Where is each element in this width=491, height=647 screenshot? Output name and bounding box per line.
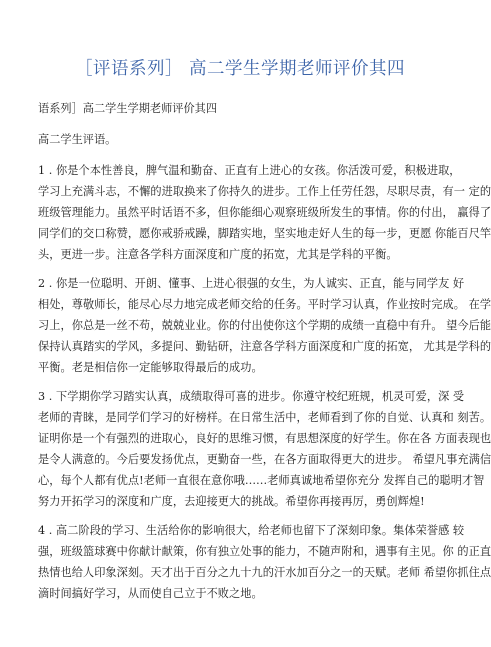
- paragraph-line: 努力开拓学习的深度和广度，去迎接更大的挑战。希望你再接再厉，勇创辉煌!: [38, 495, 425, 508]
- paragraph-line: 班级管理能力。虽然平时话语不多，但你能细心观察班级所发生的事情。你的付出， 赢得了: [38, 206, 491, 219]
- paragraph-line: 证明你是一个有强烈的进取心，良好的思维习惯，有思想深度的好学生。你在各 方面表现也: [38, 432, 491, 445]
- paragraph-line: 3 . 下学期你学习踏实认真，成绩取得可喜的进步。你遵守校纪班规，机灵可爱，深 受: [38, 390, 465, 403]
- paragraph-line: 平衡。老是相信你一定能够取得最后的成功。: [38, 361, 263, 374]
- paragraph-line: 热情也给人印象深刻。天才出于百分之九十九的汗水加百分之一的天赋。老师 希望你抓住点: [38, 566, 491, 579]
- document-subheading: 语系列］高二学生学期老师评价其四: [38, 102, 218, 115]
- paragraph-3: [38, 386, 491, 512]
- paragraph-line: 1 . 你是个本性善良，脾气温和勤奋、正直有上进心的女孩。你活泼可爱，积极进取，: [38, 164, 461, 177]
- paragraph-line: 老师的青睐，是同学们学习的好榜样。在日常生活中，老师看到了你的自觉、认真和 刻苦。: [38, 411, 491, 424]
- paragraph-line: 强，班级篮球赛中你献计献策，你有独立处事的能力，不随声附和，遇事有主见。你 的正直: [38, 545, 491, 558]
- paragraph-2: [38, 273, 491, 378]
- paragraph-line: 同学们的交口称赞，愿你戒骄戒躁，脚踏实地，坚实地走好人生的每一步，更愿 你能百尺竿: [38, 227, 491, 240]
- paragraph-line: 是令人满意的。今后要发扬优点，更勤奋一些，在各方面取得更大的进步。 希望凡事充满信: [38, 453, 491, 466]
- paragraph-line: 滴时间搞好学习，从而使自己立于不败之地。: [38, 587, 263, 600]
- paragraph-line: 习上，你总是一丝不苟，兢兢业业。你的付出使你这个学期的成绩一直稳中有升。 望今后能: [38, 319, 491, 332]
- paragraph-1: [38, 160, 491, 265]
- greeting-line: 高二学生评语。: [38, 133, 117, 146]
- paragraph-line: 4 . 高二阶段的学习、生活给你的影响很大，给老师也留下了深刻印象。集体荣誉感 较: [38, 524, 465, 537]
- paragraph-line: 头，更进一步。注意各学科方面深度和广度的拓宽，尤其是学科的平衡。: [38, 248, 398, 261]
- paragraph-line: 学习上充满斗志，不懈的进取换来了你持久的进步。工作上任劳任怨，尽职尽责，有一 定的: [38, 185, 491, 198]
- paragraph-line: 2 . 你是一位聪明、开朗、懂事、上进心很强的女生，为人诚实、正直，能与同学友 好: [38, 277, 465, 290]
- paragraph-4: [38, 520, 491, 604]
- paragraph-line: 保持认真踏实的学风，多提问、勤钻研，注意各学科方面深度和广度的拓宽， 尤其是学科的: [38, 340, 491, 353]
- paragraph-line: 心，每个人都有优点!老师一直很在意你哦……老师真诚地希望你充分 发挥自己的聪明才智: [38, 474, 485, 487]
- document-title: ［评语系列］ 高二学生学期老师评价其四: [74, 59, 406, 79]
- paragraph-line: 相处，尊敬师长，能尽心尽力地完成老师交给的任务。平时学习认真，作业按时完成。 在学: [38, 298, 491, 311]
